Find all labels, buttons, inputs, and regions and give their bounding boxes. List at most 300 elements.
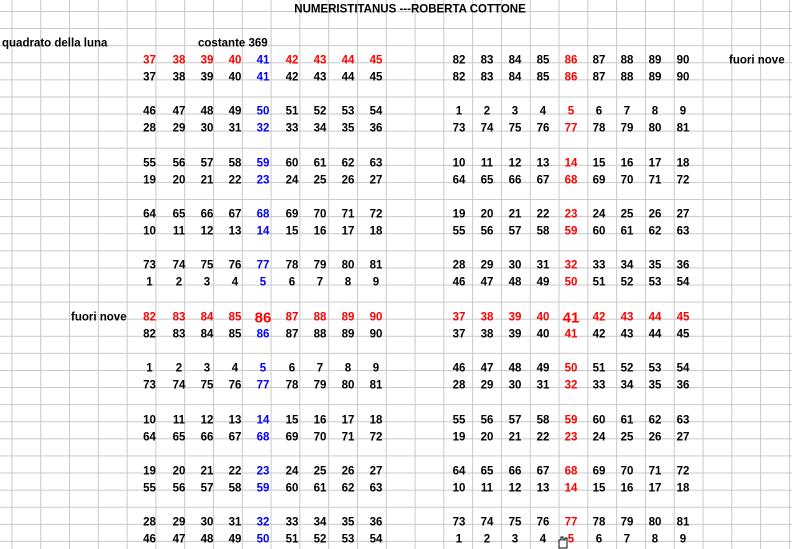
cell-bottom-left[interactable]: 77	[256, 379, 270, 392]
cell-top-right[interactable]: 30	[508, 259, 522, 272]
cell-bottom-right[interactable]: 64	[452, 465, 466, 478]
cell-top-right[interactable]: 2	[483, 105, 491, 118]
cell-bottom-left[interactable]: 81	[369, 379, 383, 392]
cell-bottom-right[interactable]: 58	[536, 413, 550, 426]
cell-top-right[interactable]: 10	[452, 156, 466, 169]
cell-bottom-right[interactable]: 61	[620, 413, 634, 426]
cell-top-right[interactable]: 6	[595, 105, 603, 118]
cell-top-left[interactable]: 41	[256, 71, 270, 84]
cell-top-right[interactable]: 76	[536, 122, 550, 135]
cell-top-left[interactable]: 43	[313, 71, 327, 84]
cell-top-left[interactable]: 33	[285, 122, 299, 135]
cell-bottom-left[interactable]: 88	[313, 328, 327, 341]
cell-bottom-right[interactable]: 46	[452, 362, 466, 375]
cell-bottom-right[interactable]: 55	[452, 413, 466, 426]
cell-bottom-left[interactable]: 12	[200, 413, 214, 426]
cell-bottom-right[interactable]: 21	[508, 430, 522, 443]
cell-bottom-right[interactable]: 6	[595, 533, 603, 546]
cell-top-left[interactable]: 64	[143, 208, 156, 221]
cell-top-left[interactable]: 7	[316, 276, 324, 289]
cell-top-right[interactable]: 16	[620, 156, 634, 169]
cell-bottom-right[interactable]: 36	[676, 379, 690, 392]
cell-bottom-right[interactable]: 17	[648, 482, 662, 495]
cell-bottom-right[interactable]: 4	[539, 533, 547, 546]
cell-bottom-left[interactable]: 31	[228, 516, 242, 529]
cell-top-left[interactable]: 48	[200, 105, 214, 118]
cell-bottom-left[interactable]: 60	[285, 482, 299, 495]
cell-bottom-right[interactable]: 15	[592, 482, 606, 495]
cell-top-right[interactable]: 34	[620, 259, 634, 272]
cell-bottom-right[interactable]: 75	[508, 516, 522, 529]
label-fuori-nove-right[interactable]: fuori nove	[729, 54, 785, 67]
cell-bottom-right[interactable]: 42	[592, 311, 606, 324]
cell-bottom-left[interactable]: 90	[369, 328, 383, 341]
cell-bottom-right[interactable]: 44	[648, 328, 662, 341]
cell-top-right[interactable]: 90	[676, 54, 690, 67]
cell-bottom-right[interactable]: 67	[536, 465, 550, 478]
cell-bottom-left[interactable]: 2	[175, 362, 183, 375]
cell-bottom-left[interactable]: 87	[285, 311, 299, 324]
cell-bottom-right[interactable]: 19	[452, 430, 466, 443]
cell-bottom-left[interactable]: 7	[316, 362, 324, 375]
cell-top-right[interactable]: 86	[564, 54, 578, 67]
cell-bottom-left[interactable]: 49	[228, 533, 242, 546]
cell-top-left[interactable]: 4	[231, 276, 239, 289]
cell-top-left[interactable]: 63	[369, 156, 383, 169]
cell-bottom-right[interactable]: 14	[564, 482, 578, 495]
cell-bottom-left[interactable]: 24	[285, 465, 299, 478]
cell-top-right[interactable]: 36	[676, 259, 690, 272]
cell-top-right[interactable]: 23	[564, 208, 578, 221]
cell-bottom-right[interactable]: 38	[480, 328, 494, 341]
cell-top-left[interactable]: 18	[369, 225, 383, 238]
cell-top-left[interactable]: 50	[256, 105, 270, 118]
cell-bottom-right[interactable]: 35	[648, 379, 662, 392]
cell-bottom-right[interactable]: 7	[623, 533, 631, 546]
cell-bottom-left[interactable]: 82	[143, 328, 156, 341]
cell-bottom-left[interactable]: 13	[228, 413, 242, 426]
cell-top-left[interactable]: 40	[228, 54, 242, 67]
cell-bottom-right[interactable]: 54	[676, 362, 690, 375]
cell-bottom-left[interactable]: 55	[143, 482, 156, 495]
cell-top-left[interactable]: 49	[228, 105, 242, 118]
cell-top-right[interactable]: 71	[648, 173, 662, 186]
cell-bottom-left[interactable]: 52	[313, 533, 327, 546]
cell-top-left[interactable]: 77	[256, 259, 270, 272]
cell-bottom-left[interactable]: 70	[313, 430, 327, 443]
cell-top-right[interactable]: 84	[508, 54, 522, 67]
cell-top-left[interactable]: 44	[341, 71, 355, 84]
cell-top-left[interactable]: 61	[313, 156, 327, 169]
cell-bottom-right[interactable]: 79	[620, 516, 634, 529]
cell-bottom-right[interactable]: 31	[536, 379, 550, 392]
cell-bottom-left[interactable]: 26	[341, 465, 355, 478]
cell-bottom-left[interactable]: 82	[143, 311, 156, 324]
cell-bottom-right[interactable]: 48	[508, 362, 522, 375]
cell-bottom-left[interactable]: 50	[256, 533, 270, 546]
cell-top-right[interactable]: 72	[676, 173, 690, 186]
cell-bottom-left[interactable]: 64	[143, 430, 156, 443]
cell-bottom-left[interactable]: 18	[369, 413, 383, 426]
cell-top-left[interactable]: 56	[172, 156, 186, 169]
cell-bottom-right[interactable]: 30	[508, 379, 522, 392]
sheet-title[interactable]: NUMERISTITANUS ---ROBERTA COTTONE	[294, 3, 526, 16]
cell-top-left[interactable]: 14	[256, 225, 270, 238]
cell-top-left[interactable]: 43	[313, 54, 327, 67]
label-quadrato-della-luna[interactable]: quadrato della luna	[2, 37, 108, 50]
cell-bottom-left[interactable]: 35	[341, 516, 355, 529]
cell-top-right[interactable]: 24	[592, 208, 606, 221]
cell-bottom-right[interactable]: 37	[452, 311, 466, 324]
cell-top-right[interactable]: 3	[511, 105, 519, 118]
cell-bottom-right[interactable]: 65	[480, 465, 494, 478]
cell-top-right[interactable]: 17	[648, 156, 662, 169]
cell-top-right[interactable]: 18	[676, 156, 690, 169]
cell-bottom-right[interactable]: 41	[564, 328, 578, 341]
cell-bottom-left[interactable]: 85	[228, 328, 242, 341]
cell-bottom-right[interactable]: 40	[536, 328, 550, 341]
cell-top-right[interactable]: 67	[536, 173, 550, 186]
cell-top-right[interactable]: 52	[620, 276, 634, 289]
cell-bottom-right[interactable]: 3	[511, 533, 519, 546]
cell-bottom-left[interactable]: 71	[341, 430, 355, 443]
cell-bottom-right[interactable]: 23	[564, 430, 578, 443]
cell-top-left[interactable]: 80	[341, 259, 355, 272]
cell-top-left[interactable]: 8	[344, 276, 352, 289]
cell-top-left[interactable]: 26	[341, 173, 355, 186]
cell-top-right[interactable]: 54	[676, 276, 690, 289]
cell-top-right[interactable]: 73	[452, 122, 466, 135]
cell-bottom-right[interactable]: 9	[679, 533, 687, 546]
cell-bottom-left[interactable]: 79	[313, 379, 327, 392]
cell-bottom-right[interactable]: 20	[480, 430, 494, 443]
cell-top-right[interactable]: 88	[620, 71, 634, 84]
cell-top-right[interactable]: 83	[480, 54, 494, 67]
cell-top-right[interactable]: 31	[536, 259, 550, 272]
cell-top-left[interactable]: 51	[285, 105, 299, 118]
label-fuori-nove-left[interactable]: fuori nove	[71, 311, 127, 324]
cell-bottom-right[interactable]: 63	[676, 413, 690, 426]
cell-top-right[interactable]: 75	[508, 122, 522, 135]
cell-top-left[interactable]: 34	[313, 122, 327, 135]
cell-bottom-right[interactable]: 59	[564, 413, 578, 426]
cell-top-right[interactable]: 87	[592, 54, 606, 67]
cell-bottom-left[interactable]: 58	[228, 482, 242, 495]
cell-top-left[interactable]: 74	[172, 259, 186, 272]
cell-top-left[interactable]: 71	[341, 208, 355, 221]
cell-bottom-right[interactable]: 37	[452, 328, 466, 341]
cell-top-left[interactable]: 36	[369, 122, 383, 135]
cell-bottom-left[interactable]: 61	[313, 482, 327, 495]
cell-top-left[interactable]: 27	[369, 173, 383, 186]
cell-bottom-right[interactable]: 69	[592, 465, 606, 478]
cell-bottom-right[interactable]: 77	[564, 516, 578, 529]
cell-top-right[interactable]: 68	[564, 173, 578, 186]
cell-top-left[interactable]: 58	[228, 156, 242, 169]
cell-top-left[interactable]: 17	[341, 225, 355, 238]
cell-bottom-right[interactable]: 56	[480, 413, 494, 426]
cell-top-right[interactable]: 35	[648, 259, 662, 272]
cell-bottom-right[interactable]: 45	[676, 311, 690, 324]
cell-top-right[interactable]: 25	[620, 208, 634, 221]
cell-top-left[interactable]: 11	[172, 225, 186, 238]
cell-top-right[interactable]: 61	[620, 225, 634, 238]
cell-top-left[interactable]: 22	[228, 173, 242, 186]
cell-top-left[interactable]: 60	[285, 156, 299, 169]
cell-bottom-right[interactable]: 5	[567, 533, 575, 546]
cell-top-right[interactable]: 22	[536, 208, 550, 221]
cell-bottom-right[interactable]: 33	[592, 379, 606, 392]
cell-top-left[interactable]: 16	[313, 225, 327, 238]
cell-bottom-left[interactable]: 68	[256, 430, 270, 443]
cell-top-right[interactable]: 27	[676, 208, 690, 221]
cell-top-left[interactable]: 66	[200, 208, 214, 221]
cell-bottom-left[interactable]: 88	[313, 311, 327, 324]
cell-top-left[interactable]: 44	[341, 54, 355, 67]
cell-bottom-right[interactable]: 43	[620, 311, 634, 324]
cell-bottom-left[interactable]: 17	[341, 413, 355, 426]
cell-top-left[interactable]: 15	[285, 225, 299, 238]
cell-top-right[interactable]: 65	[480, 173, 494, 186]
cell-top-right[interactable]: 70	[620, 173, 634, 186]
cell-bottom-left[interactable]: 73	[143, 379, 156, 392]
cell-bottom-left[interactable]: 6	[288, 362, 296, 375]
cell-bottom-right[interactable]: 18	[676, 482, 690, 495]
cell-top-left[interactable]: 78	[285, 259, 299, 272]
cell-top-right[interactable]: 88	[620, 54, 634, 67]
cell-top-right[interactable]: 63	[676, 225, 690, 238]
cell-top-left[interactable]: 21	[200, 173, 214, 186]
cell-top-left[interactable]: 45	[369, 71, 383, 84]
cell-top-left[interactable]: 55	[143, 156, 156, 169]
cell-top-left[interactable]: 29	[172, 122, 186, 135]
cell-top-right[interactable]: 84	[508, 71, 522, 84]
cell-bottom-right[interactable]: 51	[592, 362, 606, 375]
cell-bottom-right[interactable]: 11	[480, 482, 494, 495]
cell-bottom-left[interactable]: 62	[341, 482, 355, 495]
cell-bottom-left[interactable]: 78	[285, 379, 299, 392]
cell-top-left[interactable]: 10	[143, 225, 156, 238]
cell-top-left[interactable]: 75	[200, 259, 214, 272]
cell-bottom-left[interactable]: 69	[285, 430, 299, 443]
cell-top-right[interactable]: 20	[480, 208, 494, 221]
cell-top-right[interactable]: 85	[536, 54, 550, 67]
cell-top-left[interactable]: 62	[341, 156, 355, 169]
cell-bottom-right[interactable]: 70	[620, 465, 634, 478]
cell-bottom-left[interactable]: 36	[369, 516, 383, 529]
cell-top-right[interactable]: 78	[592, 122, 606, 135]
cell-top-right[interactable]: 13	[536, 156, 550, 169]
cell-top-left[interactable]: 65	[172, 208, 186, 221]
cell-bottom-left[interactable]: 84	[200, 311, 214, 324]
cell-top-right[interactable]: 85	[536, 71, 550, 84]
cell-bottom-right[interactable]: 53	[648, 362, 662, 375]
cell-bottom-right[interactable]: 76	[536, 516, 550, 529]
cell-bottom-right[interactable]: 28	[452, 379, 466, 392]
cell-bottom-left[interactable]: 9	[372, 362, 380, 375]
cell-top-right[interactable]: 80	[648, 122, 662, 135]
cell-top-left[interactable]: 25	[313, 173, 327, 186]
cell-bottom-left[interactable]: 54	[369, 533, 383, 546]
cell-bottom-right[interactable]: 12	[508, 482, 522, 495]
cell-top-right[interactable]: 90	[676, 71, 690, 84]
cell-bottom-right[interactable]: 38	[480, 311, 494, 324]
cell-bottom-right[interactable]: 40	[536, 311, 550, 324]
cell-bottom-left[interactable]: 27	[369, 465, 383, 478]
cell-top-left[interactable]: 30	[200, 122, 214, 135]
cell-top-left[interactable]: 52	[313, 105, 327, 118]
cell-bottom-left[interactable]: 84	[200, 328, 214, 341]
cell-top-left[interactable]: 37	[143, 54, 156, 67]
cell-bottom-left[interactable]: 48	[200, 533, 214, 546]
cell-top-right[interactable]: 33	[592, 259, 606, 272]
cell-top-right[interactable]: 66	[508, 173, 522, 186]
cell-bottom-right[interactable]: 29	[480, 379, 494, 392]
cell-bottom-left[interactable]: 20	[172, 465, 186, 478]
cell-bottom-right[interactable]: 47	[480, 362, 494, 375]
cell-top-right[interactable]: 86	[564, 71, 578, 84]
cell-top-right[interactable]: 15	[592, 156, 606, 169]
cell-top-right[interactable]: 69	[592, 173, 606, 186]
cell-top-left[interactable]: 5	[259, 276, 267, 289]
cell-top-left[interactable]: 20	[172, 173, 186, 186]
cell-bottom-left[interactable]: 16	[313, 413, 327, 426]
cell-bottom-right[interactable]: 72	[676, 465, 690, 478]
cell-top-right[interactable]: 82	[452, 71, 466, 84]
cell-top-left[interactable]: 23	[256, 173, 270, 186]
cell-bottom-right[interactable]: 32	[564, 379, 578, 392]
cell-top-right[interactable]: 28	[452, 259, 466, 272]
cell-top-left[interactable]: 69	[285, 208, 299, 221]
cell-top-right[interactable]: 50	[564, 276, 578, 289]
cell-top-right[interactable]: 77	[564, 122, 578, 135]
cell-bottom-right[interactable]: 25	[620, 430, 634, 443]
cell-bottom-right[interactable]: 8	[651, 533, 659, 546]
cell-top-right[interactable]: 56	[480, 225, 494, 238]
cell-top-right[interactable]: 83	[480, 71, 494, 84]
cell-top-right[interactable]: 12	[508, 156, 522, 169]
cell-top-right[interactable]: 46	[452, 276, 466, 289]
cell-top-left[interactable]: 45	[369, 54, 383, 67]
cell-top-left[interactable]: 46	[143, 105, 156, 118]
cell-top-right[interactable]: 59	[564, 225, 578, 238]
cell-bottom-right[interactable]: 24	[592, 430, 606, 443]
cell-bottom-left[interactable]: 63	[369, 482, 383, 495]
cell-top-right[interactable]: 53	[648, 276, 662, 289]
cell-bottom-left[interactable]: 56	[172, 482, 186, 495]
cell-top-right[interactable]: 5	[567, 105, 575, 118]
cell-bottom-left[interactable]: 15	[285, 413, 299, 426]
cell-top-right[interactable]: 47	[480, 276, 494, 289]
cell-bottom-right[interactable]: 80	[648, 516, 662, 529]
cell-top-left[interactable]: 81	[369, 259, 383, 272]
cell-bottom-right[interactable]: 2	[483, 533, 491, 546]
cell-bottom-right[interactable]: 52	[620, 362, 634, 375]
cell-bottom-right[interactable]: 26	[648, 430, 662, 443]
cell-bottom-left[interactable]: 29	[172, 516, 186, 529]
cell-top-left[interactable]: 68	[256, 208, 270, 221]
cell-bottom-left[interactable]: 5	[259, 362, 267, 375]
cell-top-right[interactable]: 49	[536, 276, 550, 289]
cell-top-left[interactable]: 57	[200, 156, 214, 169]
cell-top-left[interactable]: 70	[313, 208, 327, 221]
cell-bottom-left[interactable]: 67	[228, 430, 242, 443]
cell-bottom-left[interactable]: 46	[143, 533, 156, 546]
cell-bottom-right[interactable]: 73	[452, 516, 466, 529]
cell-bottom-right[interactable]: 60	[592, 413, 606, 426]
cell-top-left[interactable]: 35	[341, 122, 355, 135]
cell-bottom-left[interactable]: 72	[369, 430, 383, 443]
cell-bottom-right[interactable]: 66	[508, 465, 522, 478]
cell-bottom-left[interactable]: 76	[228, 379, 242, 392]
cell-top-right[interactable]: 32	[564, 259, 578, 272]
cell-top-left[interactable]: 54	[369, 105, 383, 118]
cell-top-left[interactable]: 31	[228, 122, 242, 135]
cell-top-right[interactable]: 87	[592, 71, 606, 84]
cell-bottom-left[interactable]: 11	[172, 413, 186, 426]
cell-bottom-right[interactable]: 41	[562, 309, 580, 327]
cell-bottom-left[interactable]: 87	[285, 328, 299, 341]
cell-bottom-left[interactable]: 23	[256, 465, 270, 478]
cell-bottom-left[interactable]: 1	[146, 362, 153, 375]
cell-bottom-left[interactable]: 86	[256, 328, 270, 341]
cell-bottom-left[interactable]: 65	[172, 430, 186, 443]
cell-bottom-left[interactable]: 83	[172, 311, 186, 324]
cell-top-left[interactable]: 13	[228, 225, 242, 238]
cell-top-left[interactable]: 38	[172, 71, 186, 84]
cell-top-left[interactable]: 40	[228, 71, 242, 84]
cell-bottom-left[interactable]: 4	[231, 362, 239, 375]
cell-bottom-left[interactable]: 22	[228, 465, 242, 478]
cell-top-right[interactable]: 51	[592, 276, 606, 289]
cell-top-left[interactable]: 38	[172, 54, 186, 67]
cell-bottom-left[interactable]: 83	[172, 328, 186, 341]
cell-top-left[interactable]: 28	[143, 122, 156, 135]
cell-bottom-right[interactable]: 74	[480, 516, 494, 529]
cell-bottom-right[interactable]: 45	[676, 328, 690, 341]
cell-bottom-left[interactable]: 19	[143, 465, 156, 478]
cell-top-right[interactable]: 29	[480, 259, 494, 272]
label-costante[interactable]: costante 369	[198, 37, 268, 50]
cell-top-right[interactable]: 11	[480, 156, 494, 169]
cell-bottom-right[interactable]: 34	[620, 379, 634, 392]
cell-bottom-left[interactable]: 53	[341, 533, 355, 546]
cell-top-right[interactable]: 60	[592, 225, 606, 238]
cell-bottom-left[interactable]: 21	[200, 465, 214, 478]
cell-top-left[interactable]: 39	[200, 71, 214, 84]
cell-top-left[interactable]: 19	[143, 173, 156, 186]
cell-bottom-right[interactable]: 27	[676, 430, 690, 443]
cell-bottom-left[interactable]: 51	[285, 533, 299, 546]
cell-bottom-right[interactable]: 22	[536, 430, 550, 443]
cell-top-right[interactable]: 8	[651, 105, 659, 118]
cell-top-left[interactable]: 12	[200, 225, 214, 238]
cell-bottom-left[interactable]: 8	[344, 362, 352, 375]
cell-top-right[interactable]: 19	[452, 208, 466, 221]
cell-top-left[interactable]: 6	[288, 276, 296, 289]
cell-top-right[interactable]: 89	[648, 54, 662, 67]
cell-top-right[interactable]: 48	[508, 276, 522, 289]
cell-top-left[interactable]: 42	[285, 54, 299, 67]
cell-top-left[interactable]: 53	[341, 105, 355, 118]
cell-top-right[interactable]: 26	[648, 208, 662, 221]
cell-bottom-right[interactable]: 68	[564, 465, 578, 478]
cell-bottom-right[interactable]: 81	[676, 516, 690, 529]
cell-top-right[interactable]: 57	[508, 225, 522, 238]
cell-bottom-left[interactable]: 89	[341, 328, 355, 341]
cell-bottom-right[interactable]: 16	[620, 482, 634, 495]
cell-top-left[interactable]: 2	[175, 276, 183, 289]
